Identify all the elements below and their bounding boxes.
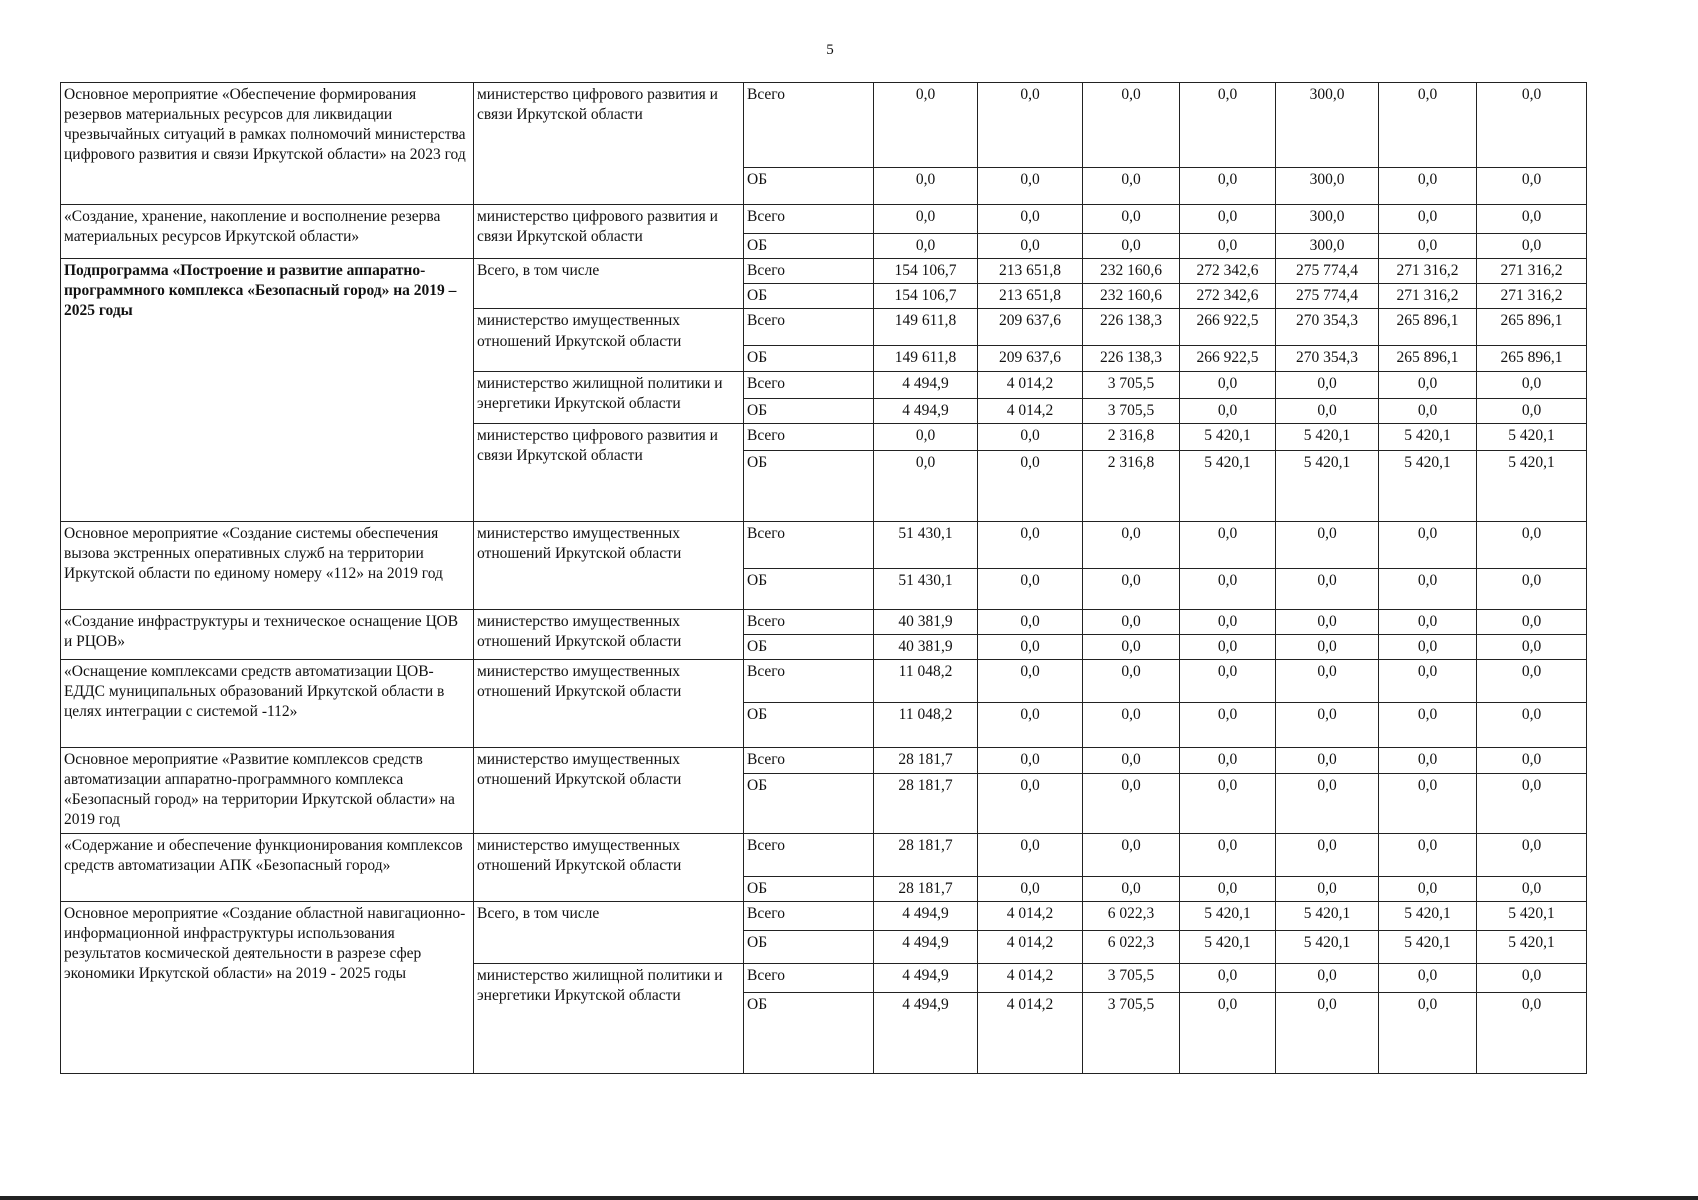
amount-cell: 0,0 (1180, 659, 1276, 702)
amount-cell: 0,0 (1083, 205, 1180, 234)
amount-cell: 5 420,1 (1477, 450, 1587, 521)
funding-source: ОБ (744, 634, 874, 659)
amount-cell: 0,0 (1276, 963, 1379, 992)
amount-cell: 0,0 (1379, 659, 1477, 702)
amount-cell: 0,0 (1379, 568, 1477, 609)
funding-source: ОБ (744, 398, 874, 423)
amount-cell: 5 420,1 (1276, 930, 1379, 963)
amount-cell: 0,0 (1379, 773, 1477, 833)
amount-cell: 0,0 (1477, 833, 1587, 876)
amount-cell: 0,0 (1477, 702, 1587, 747)
amount-cell: 40 381,9 (874, 634, 978, 659)
amount-cell: 28 181,7 (874, 833, 978, 876)
amount-cell: 0,0 (1083, 521, 1180, 568)
amount-cell: 11 048,2 (874, 702, 978, 747)
funding-source: Всего (744, 521, 874, 568)
amount-cell: 275 774,4 (1276, 284, 1379, 309)
executor: министерство имущественных отношений Иркутской области (474, 521, 744, 609)
amount-cell: 0,0 (1180, 568, 1276, 609)
amount-cell: 0,0 (874, 205, 978, 234)
amount-cell: 4 494,9 (874, 901, 978, 930)
amount-cell: 0,0 (874, 83, 978, 168)
amount-cell: 272 342,6 (1180, 284, 1276, 309)
amount-cell: 28 181,7 (874, 773, 978, 833)
funding-source: Всего (744, 963, 874, 992)
amount-cell: 149 611,8 (874, 309, 978, 346)
amount-cell: 226 138,3 (1083, 346, 1180, 371)
amount-cell: 0,0 (1276, 876, 1379, 901)
measure-name: «Создание инфраструктуры и техническое оснащение ЦОВ и РЦОВ» (61, 609, 474, 659)
amount-cell: 0,0 (1083, 609, 1180, 634)
amount-cell: 213 651,8 (978, 284, 1083, 309)
amount-cell: 266 922,5 (1180, 346, 1276, 371)
measure-name: Основное мероприятие «Создание системы обеспечения вызова экстренных оперативных служб на территории Иркутской области по единому номеру «112» на 2019 год (61, 521, 474, 609)
amount-cell: 0,0 (978, 702, 1083, 747)
funding-source: Всего (744, 659, 874, 702)
amount-cell: 0,0 (1379, 609, 1477, 634)
amount-cell: 4 494,9 (874, 992, 978, 1073)
amount-cell: 0,0 (1477, 521, 1587, 568)
amount-cell: 5 420,1 (1276, 450, 1379, 521)
funding-source: ОБ (744, 168, 874, 205)
amount-cell: 272 342,6 (1180, 259, 1276, 284)
amount-cell: 270 354,3 (1276, 346, 1379, 371)
amount-cell: 265 896,1 (1379, 309, 1477, 346)
funding-source: Всего (744, 423, 874, 450)
amount-cell: 226 138,3 (1083, 309, 1180, 346)
executor: министерство цифрового развития и связи Иркутской области (474, 83, 744, 205)
amount-cell: 5 420,1 (1180, 901, 1276, 930)
amount-cell: 3 705,5 (1083, 992, 1180, 1073)
amount-cell: 232 160,6 (1083, 284, 1180, 309)
amount-cell: 28 181,7 (874, 876, 978, 901)
amount-cell: 0,0 (1180, 205, 1276, 234)
amount-cell: 0,0 (1276, 833, 1379, 876)
table-row (61, 259, 1587, 284)
amount-cell: 0,0 (1477, 747, 1587, 773)
executor: министерство жилищной политики и энергетики Иркутской области (474, 371, 744, 423)
amount-cell: 149 611,8 (874, 346, 978, 371)
amount-cell: 5 420,1 (1379, 930, 1477, 963)
amount-cell: 0,0 (1477, 205, 1587, 234)
amount-cell: 300,0 (1276, 168, 1379, 205)
amount-cell: 0,0 (874, 234, 978, 259)
amount-cell: 0,0 (1477, 773, 1587, 833)
amount-cell: 0,0 (1276, 568, 1379, 609)
amount-cell: 0,0 (1477, 168, 1587, 205)
amount-cell: 275 774,4 (1276, 259, 1379, 284)
amount-cell: 265 896,1 (1477, 346, 1587, 371)
amount-cell: 0,0 (1477, 876, 1587, 901)
amount-cell: 0,0 (1083, 773, 1180, 833)
measure-name: «Оснащение комплексами средств автоматизации ЦОВ-ЕДДС муниципальных образований Иркутской области в целях интеграции с системой -112» (61, 659, 474, 747)
funding-source: Всего (744, 83, 874, 168)
amount-cell: 0,0 (874, 423, 978, 450)
executor: министерство цифрового развития и связи Иркутской области (474, 205, 744, 259)
amount-cell: 0,0 (1477, 398, 1587, 423)
amount-cell: 0,0 (1379, 702, 1477, 747)
amount-cell: 4 494,9 (874, 398, 978, 423)
amount-cell: 0,0 (1276, 371, 1379, 398)
amount-cell: 3 705,5 (1083, 371, 1180, 398)
amount-cell: 0,0 (1379, 992, 1477, 1073)
funding-source: ОБ (744, 346, 874, 371)
amount-cell: 0,0 (1276, 747, 1379, 773)
amount-cell: 5 420,1 (1180, 930, 1276, 963)
amount-cell: 0,0 (1276, 634, 1379, 659)
amount-cell: 0,0 (1083, 168, 1180, 205)
table-row (61, 833, 1587, 876)
amount-cell: 0,0 (978, 747, 1083, 773)
funding-source: ОБ (744, 450, 874, 521)
amount-cell: 5 420,1 (1477, 901, 1587, 930)
amount-cell: 0,0 (1180, 634, 1276, 659)
executor: министерство имущественных отношений Иркутской области (474, 659, 744, 747)
funding-source: Всего (744, 205, 874, 234)
amount-cell: 0,0 (1083, 659, 1180, 702)
amount-cell: 271 316,2 (1477, 259, 1587, 284)
amount-cell: 0,0 (1477, 992, 1587, 1073)
amount-cell: 0,0 (1276, 659, 1379, 702)
amount-cell: 0,0 (978, 876, 1083, 901)
funding-source: ОБ (744, 876, 874, 901)
executor: Всего, в том числе (474, 901, 744, 963)
amount-cell: 0,0 (1180, 702, 1276, 747)
amount-cell: 0,0 (874, 168, 978, 205)
funding-source: ОБ (744, 702, 874, 747)
amount-cell: 0,0 (978, 773, 1083, 833)
funding-source: ОБ (744, 284, 874, 309)
amount-cell: 0,0 (1180, 371, 1276, 398)
amount-cell: 0,0 (1477, 83, 1587, 168)
amount-cell: 0,0 (1477, 659, 1587, 702)
amount-cell: 154 106,7 (874, 284, 978, 309)
amount-cell: 271 316,2 (1379, 259, 1477, 284)
amount-cell: 0,0 (1379, 205, 1477, 234)
funding-source: Всего (744, 259, 874, 284)
amount-cell: 5 420,1 (1379, 423, 1477, 450)
amount-cell: 2 316,8 (1083, 450, 1180, 521)
table-row (61, 609, 1587, 634)
amount-cell: 4 494,9 (874, 930, 978, 963)
amount-cell: 0,0 (978, 423, 1083, 450)
amount-cell: 5 420,1 (1477, 423, 1587, 450)
amount-cell: 4 014,2 (978, 930, 1083, 963)
amount-cell: 0,0 (1276, 609, 1379, 634)
measure-name: Подпрограмма «Построение и развитие аппаратно-программного комплекса «Безопасный город» на 2019 – 2025 годы (61, 259, 474, 522)
amount-cell: 0,0 (978, 521, 1083, 568)
amount-cell: 0,0 (978, 634, 1083, 659)
table-row (61, 659, 1587, 702)
amount-cell: 4 014,2 (978, 901, 1083, 930)
amount-cell: 0,0 (1477, 371, 1587, 398)
amount-cell: 0,0 (1477, 634, 1587, 659)
amount-cell: 271 316,2 (1379, 284, 1477, 309)
executor: министерство имущественных отношений Иркутской области (474, 747, 744, 833)
amount-cell: 5 420,1 (1379, 450, 1477, 521)
amount-cell: 6 022,3 (1083, 930, 1180, 963)
amount-cell: 0,0 (1379, 234, 1477, 259)
amount-cell: 0,0 (1379, 371, 1477, 398)
amount-cell: 5 420,1 (1276, 423, 1379, 450)
measure-name: Основное мероприятие «Обеспечение формирования резервов материальных ресурсов для ликвидации чрезвычайных ситуаций в рамках полномочий министерства цифрового развития и связи Иркутской области» на 2023 год (61, 83, 474, 205)
amount-cell: 0,0 (1180, 521, 1276, 568)
funding-source: Всего (744, 609, 874, 634)
table-row (61, 901, 1587, 930)
amount-cell: 4 014,2 (978, 398, 1083, 423)
amount-cell: 0,0 (1180, 234, 1276, 259)
amount-cell: 0,0 (978, 833, 1083, 876)
amount-cell: 5 420,1 (1477, 930, 1587, 963)
amount-cell: 300,0 (1276, 234, 1379, 259)
executor: министерство цифрового развития и связи Иркутской области (474, 423, 744, 521)
page-bottom-edge (0, 1196, 1698, 1200)
executor: Всего, в том числе (474, 259, 744, 309)
amount-cell: 154 106,7 (874, 259, 978, 284)
amount-cell: 0,0 (1379, 83, 1477, 168)
amount-cell: 0,0 (1379, 963, 1477, 992)
amount-cell: 0,0 (1180, 747, 1276, 773)
amount-cell: 0,0 (1180, 83, 1276, 168)
amount-cell: 0,0 (1083, 876, 1180, 901)
funding-source: ОБ (744, 234, 874, 259)
amount-cell: 265 896,1 (1379, 346, 1477, 371)
amount-cell: 209 637,6 (978, 309, 1083, 346)
measure-name: «Создание, хранение, накопление и восполнение резерва материальных ресурсов Иркутской области» (61, 205, 474, 259)
amount-cell: 0,0 (874, 450, 978, 521)
funding-source: ОБ (744, 568, 874, 609)
amount-cell: 0,0 (1083, 747, 1180, 773)
amount-cell: 51 430,1 (874, 568, 978, 609)
amount-cell: 0,0 (1180, 609, 1276, 634)
amount-cell: 2 316,8 (1083, 423, 1180, 450)
measure-name: «Содержание и обеспечение функционирования комплексов средств автоматизации АПК «Безопасный город» (61, 833, 474, 901)
amount-cell: 300,0 (1276, 205, 1379, 234)
amount-cell: 0,0 (1276, 773, 1379, 833)
funding-source: Всего (744, 309, 874, 346)
amount-cell: 265 896,1 (1477, 309, 1587, 346)
funding-source: ОБ (744, 930, 874, 963)
amount-cell: 0,0 (1477, 568, 1587, 609)
amount-cell: 0,0 (1083, 833, 1180, 876)
amount-cell: 0,0 (1276, 521, 1379, 568)
amount-cell: 0,0 (978, 234, 1083, 259)
amount-cell: 51 430,1 (874, 521, 978, 568)
table-row (61, 83, 1587, 168)
funding-source: Всего (744, 833, 874, 876)
amount-cell: 0,0 (1180, 992, 1276, 1073)
amount-cell: 0,0 (1276, 992, 1379, 1073)
amount-cell: 5 420,1 (1379, 901, 1477, 930)
amount-cell: 4 014,2 (978, 992, 1083, 1073)
funding-source: Всего (744, 371, 874, 398)
amount-cell: 3 705,5 (1083, 398, 1180, 423)
table-row (61, 205, 1587, 234)
amount-cell: 300,0 (1276, 83, 1379, 168)
table-row (61, 747, 1587, 773)
amount-cell: 5 420,1 (1276, 901, 1379, 930)
funding-source: Всего (744, 901, 874, 930)
table-row (61, 521, 1587, 568)
amount-cell: 28 181,7 (874, 747, 978, 773)
amount-cell: 0,0 (1180, 963, 1276, 992)
amount-cell: 40 381,9 (874, 609, 978, 634)
amount-cell: 209 637,6 (978, 346, 1083, 371)
amount-cell: 0,0 (1083, 234, 1180, 259)
amount-cell: 0,0 (1180, 773, 1276, 833)
executor: министерство имущественных отношений Иркутской области (474, 309, 744, 371)
executor: министерство жилищной политики и энергетики Иркутской области (474, 963, 744, 1073)
amount-cell: 0,0 (1477, 609, 1587, 634)
measure-name: Основное мероприятие «Развитие комплексов средств автоматизации аппаратно-программного комплекса «Безопасный город» на территории Иркутской области» на 2019 год (61, 747, 474, 833)
amount-cell: 4 494,9 (874, 963, 978, 992)
amount-cell: 0,0 (978, 83, 1083, 168)
amount-cell: 4 014,2 (978, 963, 1083, 992)
amount-cell: 0,0 (1477, 963, 1587, 992)
amount-cell: 0,0 (978, 568, 1083, 609)
amount-cell: 0,0 (1180, 168, 1276, 205)
amount-cell: 0,0 (978, 659, 1083, 702)
amount-cell: 213 651,8 (978, 259, 1083, 284)
amount-cell: 0,0 (1180, 833, 1276, 876)
amount-cell: 266 922,5 (1180, 309, 1276, 346)
amount-cell: 4 014,2 (978, 371, 1083, 398)
amount-cell: 0,0 (1477, 234, 1587, 259)
executor: министерство имущественных отношений Иркутской области (474, 833, 744, 901)
amount-cell: 0,0 (1379, 168, 1477, 205)
funding-source: ОБ (744, 992, 874, 1073)
amount-cell: 0,0 (1379, 634, 1477, 659)
amount-cell: 5 420,1 (1180, 423, 1276, 450)
amount-cell: 6 022,3 (1083, 901, 1180, 930)
measure-name: Основное мероприятие «Создание областной навигационно-информационной инфраструктуры использования результатов космической деятельности в разрезе сфер экономики Иркутской области» на 2019 - 2025 годы (61, 901, 474, 1073)
amount-cell: 0,0 (1083, 83, 1180, 168)
amount-cell: 0,0 (978, 609, 1083, 634)
amount-cell: 0,0 (1180, 398, 1276, 423)
amount-cell: 0,0 (978, 168, 1083, 205)
amount-cell: 0,0 (1083, 634, 1180, 659)
amount-cell: 4 494,9 (874, 371, 978, 398)
funding-source: Всего (744, 747, 874, 773)
amount-cell: 11 048,2 (874, 659, 978, 702)
amount-cell: 0,0 (1276, 398, 1379, 423)
amount-cell: 270 354,3 (1276, 309, 1379, 346)
amount-cell: 3 705,5 (1083, 963, 1180, 992)
budget-table (60, 82, 1587, 1074)
amount-cell: 0,0 (1276, 702, 1379, 747)
amount-cell: 232 160,6 (1083, 259, 1180, 284)
amount-cell: 0,0 (1379, 521, 1477, 568)
amount-cell: 0,0 (1180, 876, 1276, 901)
amount-cell: 5 420,1 (1180, 450, 1276, 521)
amount-cell: 0,0 (1379, 833, 1477, 876)
funding-source: ОБ (744, 773, 874, 833)
amount-cell: 271 316,2 (1477, 284, 1587, 309)
amount-cell: 0,0 (1379, 747, 1477, 773)
amount-cell: 0,0 (1379, 398, 1477, 423)
amount-cell: 0,0 (1379, 876, 1477, 901)
amount-cell: 0,0 (978, 450, 1083, 521)
executor: министерство имущественных отношений Иркутской области (474, 609, 744, 659)
page-number: 5 (826, 42, 834, 58)
amount-cell: 0,0 (1083, 702, 1180, 747)
amount-cell: 0,0 (978, 205, 1083, 234)
amount-cell: 0,0 (1083, 568, 1180, 609)
